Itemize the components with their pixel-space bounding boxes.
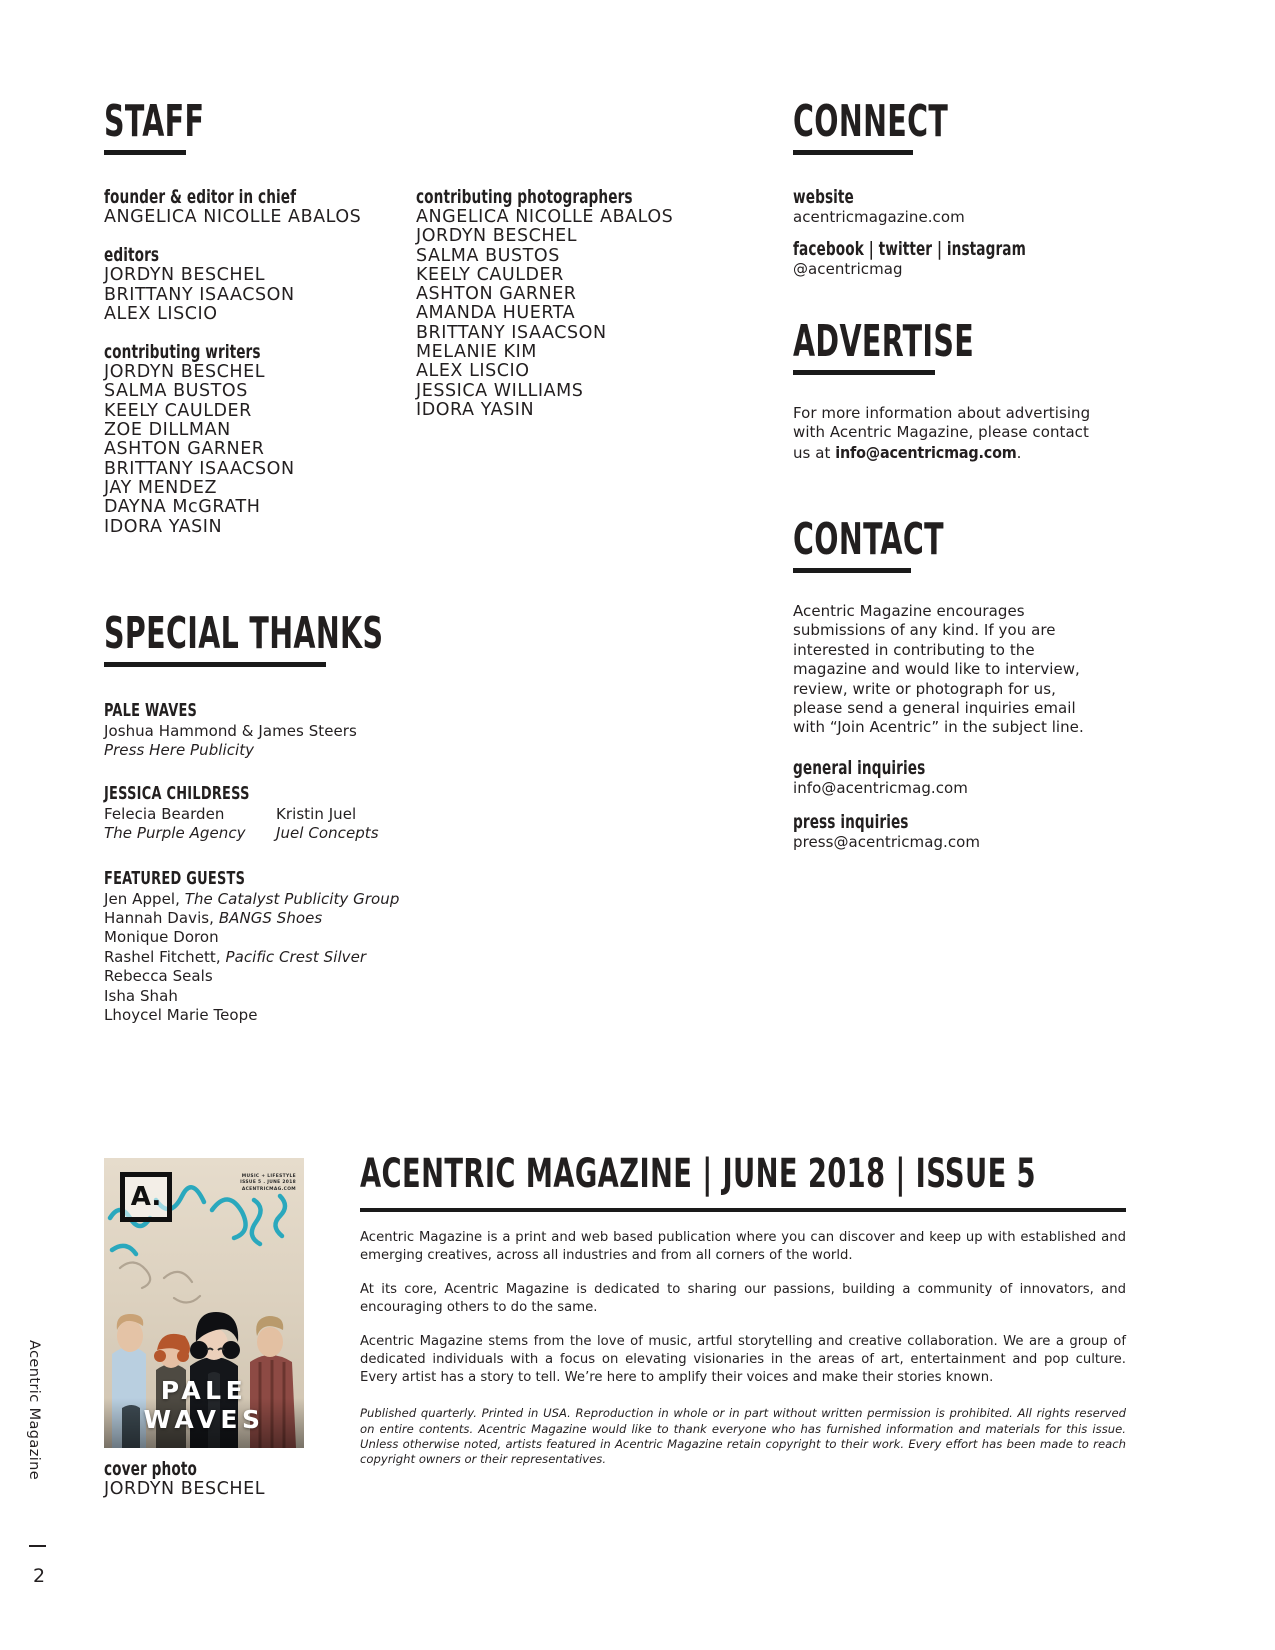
masthead-block	[360, 1152, 1126, 1468]
press-inquiries-label: press inquiries	[793, 811, 909, 834]
connect-social-group	[793, 238, 1093, 279]
advertise-heading-rule	[793, 370, 935, 375]
list-item: BRITTANY ISAACSON	[104, 284, 295, 305]
special-thanks-body	[104, 700, 524, 1047]
thanks-group-title: PALE WAVES	[104, 700, 198, 721]
side-rail	[26, 1340, 50, 1560]
website-link[interactable]: acentricmagazine.com	[793, 208, 965, 226]
special-thanks-heading-text: SPECIAL THANKS	[104, 608, 384, 659]
website-label: website	[793, 186, 854, 208]
list-item: MELANIE KIM	[416, 342, 537, 363]
contact-heading-text: CONTACT	[793, 514, 944, 565]
contact-paragraph: Acentric Magazine encourages submissions of any kind. If you are interested in contributing to the magazine and would like to interview, review, write or photograph for us, please send a general inquiries email with “Join Acentric” in the subject line.	[793, 602, 1084, 737]
thanks-name-right: Kristin Juel	[276, 804, 357, 823]
list-item: JORDYN BESCHEL	[416, 226, 578, 247]
list-item: ANGELICA NICOLLE ABALOS	[104, 207, 362, 227]
advertise-text-after: .	[1016, 443, 1022, 462]
list-item: JESSICA WILLIAMS	[416, 380, 584, 401]
social-label: facebook | twitter | instagram	[793, 238, 1026, 261]
staff-column-right	[416, 186, 706, 437]
thanks-agency-right: Juel Concepts	[276, 824, 379, 843]
thanks-group-jessica-childress	[104, 783, 524, 844]
staff-section-heading	[104, 96, 205, 155]
thanks-agency-left: The Purple Agency	[104, 824, 246, 843]
guest-org: The Catalyst Publicity Group	[184, 889, 400, 908]
list-item: SALMA BUSTOS	[104, 381, 248, 402]
list-item	[104, 909, 524, 928]
contact-heading-rule	[793, 568, 911, 573]
cover-thumbnail	[104, 1158, 304, 1448]
list-item: ASHTON GARNER	[104, 439, 265, 460]
list-item: ZOE DILLMAN	[104, 420, 231, 441]
advertise-paragraph	[793, 404, 1093, 463]
advertise-text-before: For more information about advertising with Acentric Magazine, please contact us at	[793, 404, 1091, 462]
connect-section-heading	[793, 96, 949, 155]
thanks-agency-row	[104, 824, 524, 843]
cover-photo-credit: JORDYN BESCHEL	[104, 1479, 266, 1499]
special-thanks-heading-rule	[104, 662, 326, 667]
general-inquiries-email[interactable]: info@acentricmag.com	[793, 778, 968, 797]
guest-org: BANGS Shoes	[218, 909, 323, 928]
list-item: ASHTON GARNER	[416, 284, 577, 305]
press-inquiries-email[interactable]: press@acentricmag.com	[793, 833, 981, 852]
list-item: ALEX LISCIO	[104, 303, 218, 324]
thanks-group-featured-guests	[104, 868, 524, 1026]
list-item	[104, 948, 524, 967]
cover-meta-line-1: MUSIC + LIFESTYLE	[241, 1174, 296, 1179]
advertise-body	[793, 404, 1093, 463]
staff-name-list	[104, 266, 404, 324]
guest-name: Isha Shah	[104, 986, 178, 1005]
thanks-names-row	[104, 805, 524, 824]
advertise-heading-text: ADVERTISE	[793, 316, 975, 367]
list-item: ALEX LISCIO	[416, 361, 530, 382]
list-item	[104, 1006, 524, 1025]
list-item	[104, 928, 524, 947]
list-item: AMANDA HUERTA	[416, 303, 576, 324]
staff-group-editors	[104, 244, 404, 324]
staff-heading-rule	[104, 150, 186, 155]
advertise-section-heading	[793, 316, 975, 375]
list-item	[104, 987, 524, 1006]
cover-logo-letter: A.	[130, 1182, 162, 1212]
guest-name: Monique Doron	[104, 928, 219, 947]
staff-column-left	[104, 186, 404, 554]
cover-meta-line-2: ISSUE 5 . JUNE 2018	[240, 1180, 296, 1186]
featured-guests-list	[104, 890, 524, 1026]
staff-name-list	[104, 208, 404, 227]
advertise-email[interactable]: info@acentricmag.com	[835, 442, 1017, 462]
masthead-rule	[360, 1208, 1126, 1212]
cover-photo-label: cover photo	[104, 1458, 197, 1480]
staff-name-list	[416, 208, 706, 420]
list-item	[104, 890, 524, 909]
list-item: IDORA YASIN	[416, 399, 535, 420]
cover-meta-text	[240, 1174, 296, 1193]
list-item: SALMA BUSTOS	[416, 245, 560, 266]
general-inquiries-label: general inquiries	[793, 756, 926, 779]
social-handle[interactable]: @acentricmag	[793, 260, 903, 279]
connect-body	[793, 186, 1093, 297]
staff-group-label: contributing writers	[104, 341, 261, 364]
masthead-paragraph: At its core, Acentric Magazine is dedicated to sharing our passions, building a community of innovators, and encouraging others to do the same.	[360, 1282, 1126, 1315]
thanks-group-names: Joshua Hammond & James Steers	[104, 722, 357, 740]
staff-heading-text: STAFF	[104, 96, 205, 147]
list-item: IDORA YASIN	[104, 516, 223, 537]
contact-body	[793, 602, 1093, 870]
page-number: 2	[33, 1565, 46, 1587]
list-item: ANGELICA NICOLLE ABALOS	[416, 207, 674, 227]
contact-section-heading	[793, 514, 944, 573]
masthead-paragraph: Acentric Magazine stems from the love of music, artful storytelling and creative collaboration. We are a group of dedicated individuals with a focus on elevating visionaries in the areas of art, entertainment and pop culture. Every artist has a story to tell. We’re here to amplify their voices and make their stories known.	[360, 1334, 1126, 1385]
staff-group-label: contributing photographers	[416, 186, 633, 208]
staff-group-writers	[104, 341, 404, 537]
guest-name: Rebecca Seals	[104, 967, 213, 986]
thanks-name-left: Felecia Bearden	[104, 804, 225, 823]
thanks-group-title: JESSICA CHILDRESS	[104, 782, 250, 804]
side-rail-label: Acentric Magazine	[26, 1340, 42, 1481]
list-item: KEELY CAULDER	[104, 400, 252, 421]
list-item: JORDYN BESCHEL	[104, 265, 266, 286]
list-item: BRITTANY ISAACSON	[104, 458, 295, 479]
special-thanks-section-heading	[104, 608, 384, 667]
list-item: JORDYN BESCHEL	[104, 362, 266, 383]
list-item: KEELY CAULDER	[416, 264, 564, 285]
featured-guests-title: FEATURED GUESTS	[104, 867, 246, 889]
cover-logo-box	[120, 1172, 172, 1222]
staff-group-label: founder & editor in chief	[104, 186, 297, 208]
masthead-title: ACENTRIC MAGAZINE | JUNE 2018 | ISSUE 5	[360, 1151, 1036, 1197]
staff-group-founder	[104, 186, 404, 227]
cover-photo-block	[104, 1158, 304, 1499]
masthead-legal-notice: Published quarterly. Printed in USA. Reproduction in whole or in part without written permission is prohibited. All rights reserved on entire contents. Acentric Magazine would like to thank everyone who has furnished information and materials for this issue. Unless otherwise noted, artists featured in Acentric Magazine retain copyright to their work. Every effort has been made to reach copyright owners or their representatives.	[360, 1406, 1126, 1467]
guest-name: Jen Appel,	[104, 889, 180, 908]
list-item: DAYNA McGRATH	[104, 497, 261, 518]
masthead-paragraph: Acentric Magazine is a print and web based publication where you can discover and keep up with established and emerging creatives, across all industries and from all corners of the world.	[360, 1230, 1126, 1263]
cover-photo-caption	[104, 1458, 304, 1499]
guest-name: Hannah Davis,	[104, 909, 214, 928]
guest-org: Pacific Crest Silver	[225, 947, 367, 966]
press-inquiries-group	[793, 811, 1093, 852]
connect-heading-text: CONNECT	[793, 96, 949, 147]
connect-heading-rule	[793, 150, 913, 155]
list-item	[104, 967, 524, 986]
thanks-group-pale-waves	[104, 700, 524, 761]
side-rail-divider	[29, 1545, 46, 1547]
thanks-group-agency: Press Here Publicity	[104, 741, 255, 760]
guest-name: Lhoycel Marie Teope	[104, 1006, 258, 1025]
staff-group-label: editors	[104, 244, 160, 267]
list-item: BRITTANY ISAACSON	[416, 322, 607, 343]
cover-meta-line-3: ACENTRICMAG.COM	[241, 1186, 296, 1192]
connect-website-group	[793, 186, 1093, 227]
list-item: JAY MENDEZ	[104, 477, 217, 498]
staff-group-photographers	[416, 186, 706, 420]
general-inquiries-group	[793, 757, 1093, 798]
cover-band-title: PALE WAVES	[143, 1376, 265, 1434]
guest-name: Rashel Fitchett,	[104, 947, 221, 966]
staff-name-list	[104, 363, 404, 537]
